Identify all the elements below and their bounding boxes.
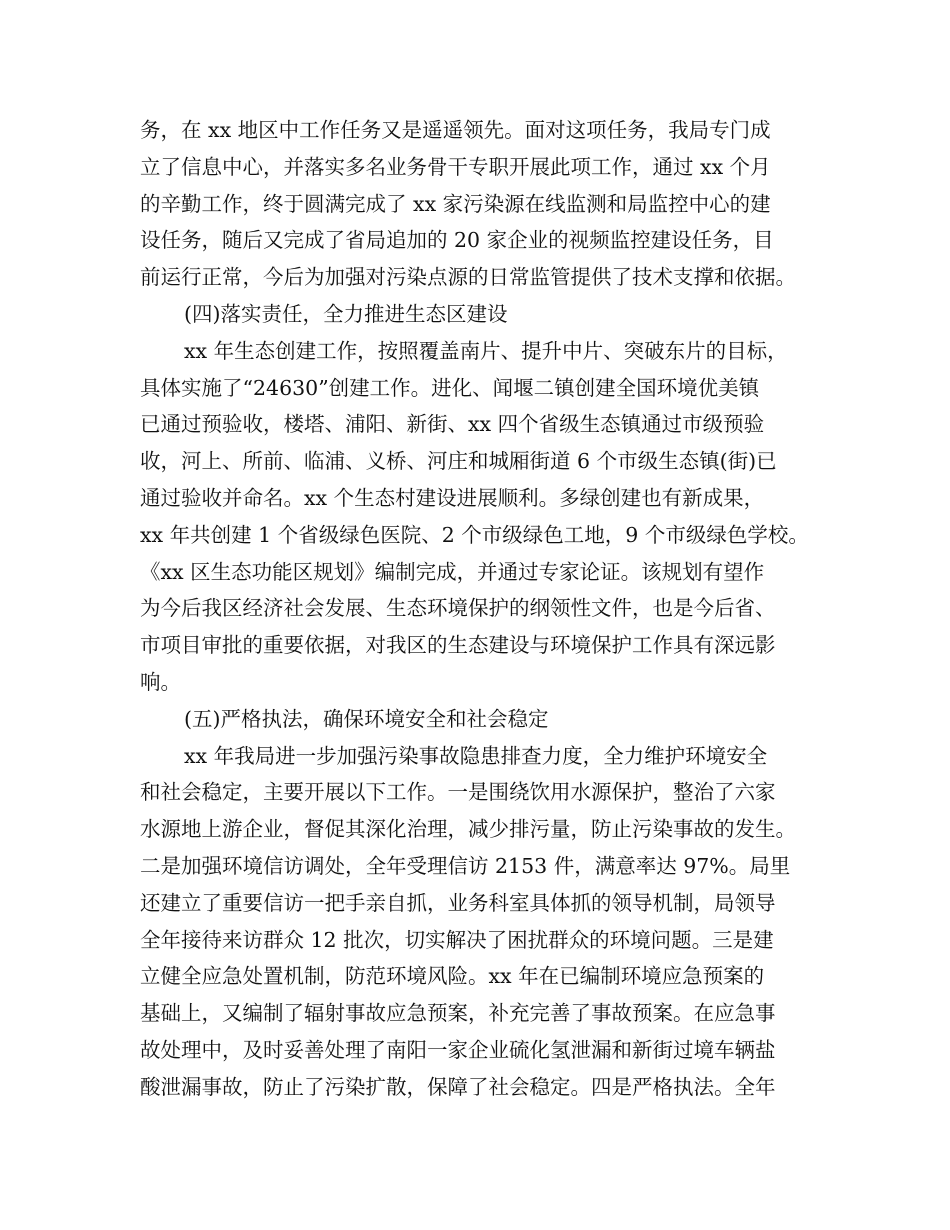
text-line: 全年接待来访群众 12 批次，切实解决了困扰群众的环境问题。三是建 <box>140 927 774 952</box>
text-line: 《xx 区生态功能区规划》编制完成，并通过专家论证。该规划有望作 <box>140 559 765 584</box>
text-line: 基础上，又编制了辐射事故应急预案，补充完善了事故预案。在应急事 <box>140 1001 776 1026</box>
text-line: 立健全应急处置机制，防范环境风险。xx 年在已编制环境应急预案的 <box>140 964 765 989</box>
document-body <box>140 112 830 1106</box>
text-line: 收，河上、所前、临浦、义桥、河庄和城厢街道 6 个市级生态镇(街)已 <box>140 449 777 474</box>
text-line: 故处理中，及时妥善处理了南阳一家企业硫化氢泄漏和新街过境车辆盐 <box>140 1037 776 1062</box>
text-line: 酸泄漏事故，防止了污染扩散，保障了社会稳定。四是严格执法。全年 <box>140 1074 776 1099</box>
section-heading-4: (四)落实责任，全力推进生态区建设 <box>184 301 508 326</box>
text-line: 二是加强环境信访调处，全年受理信访 2153 件，满意率达 97%。局里 <box>140 853 791 878</box>
text-line: 为今后我区经济社会发展、生态环境保护的纲领性文件，也是今后省、 <box>140 596 776 621</box>
text-line: 务，在 xx 地区中工作任务又是遥遥领先。面对这项任务，我局专门成 <box>140 118 771 142</box>
text-line: 通过验收并命名。xx 个生态村建设进展顺利。多绿创建也有新成果， <box>140 485 765 510</box>
text-line: xx 年共创建 1 个省级绿色医院、2 个市级绿色工地，9 个市级绿色学校。 <box>140 522 809 547</box>
paragraph-first-line: xx 年我局进一步加强污染事故隐患排查力度，全力维护环境安全 <box>184 743 768 768</box>
paragraph-first-line: xx 年生态创建工作，按照覆盖南片、提升中片、突破东片的目标， <box>184 338 788 363</box>
text-line: 和社会稳定，主要开展以下工作。一是围绕饮用水源保护，整治了六家 <box>140 780 776 805</box>
text-line: 立了信息中心，并落实多名业务骨干专职开展此项工作，通过 xx 个月 <box>140 154 771 179</box>
text-line: 市项目审批的重要依据，对我区的生态建设与环境保护工作具有深远影 <box>140 633 776 658</box>
text-line: 水源地上游企业，督促其深化治理，减少排污量，防止污染事故的发生。 <box>140 817 796 842</box>
text-line: 已通过预验收，楼塔、浦阳、新街、xx 四个省级生态镇通过市级预验 <box>140 412 765 437</box>
text-line: 前运行正常，今后为加强对污染点源的日常监管提供了技术支撑和依据。 <box>140 265 796 290</box>
text-line: 设任务，随后又完成了省局追加的 20 家企业的视频监控建设任务，目 <box>140 228 774 253</box>
text-line: 具体实施了“24630”创建工作。进化、闻堰二镇创建全国环境优美镇 <box>140 375 760 400</box>
text-line: 响。 <box>140 669 181 694</box>
text-line: 的辛勤工作，终于圆满完成了 xx 家污染源在线监测和局监控中心的建 <box>140 191 771 216</box>
section-heading-5: (五)严格执法，确保环境安全和社会稳定 <box>184 706 549 731</box>
text-line: 还建立了重要信访一把手亲自抓，业务科室具体抓的领导机制，局领导 <box>140 890 776 915</box>
